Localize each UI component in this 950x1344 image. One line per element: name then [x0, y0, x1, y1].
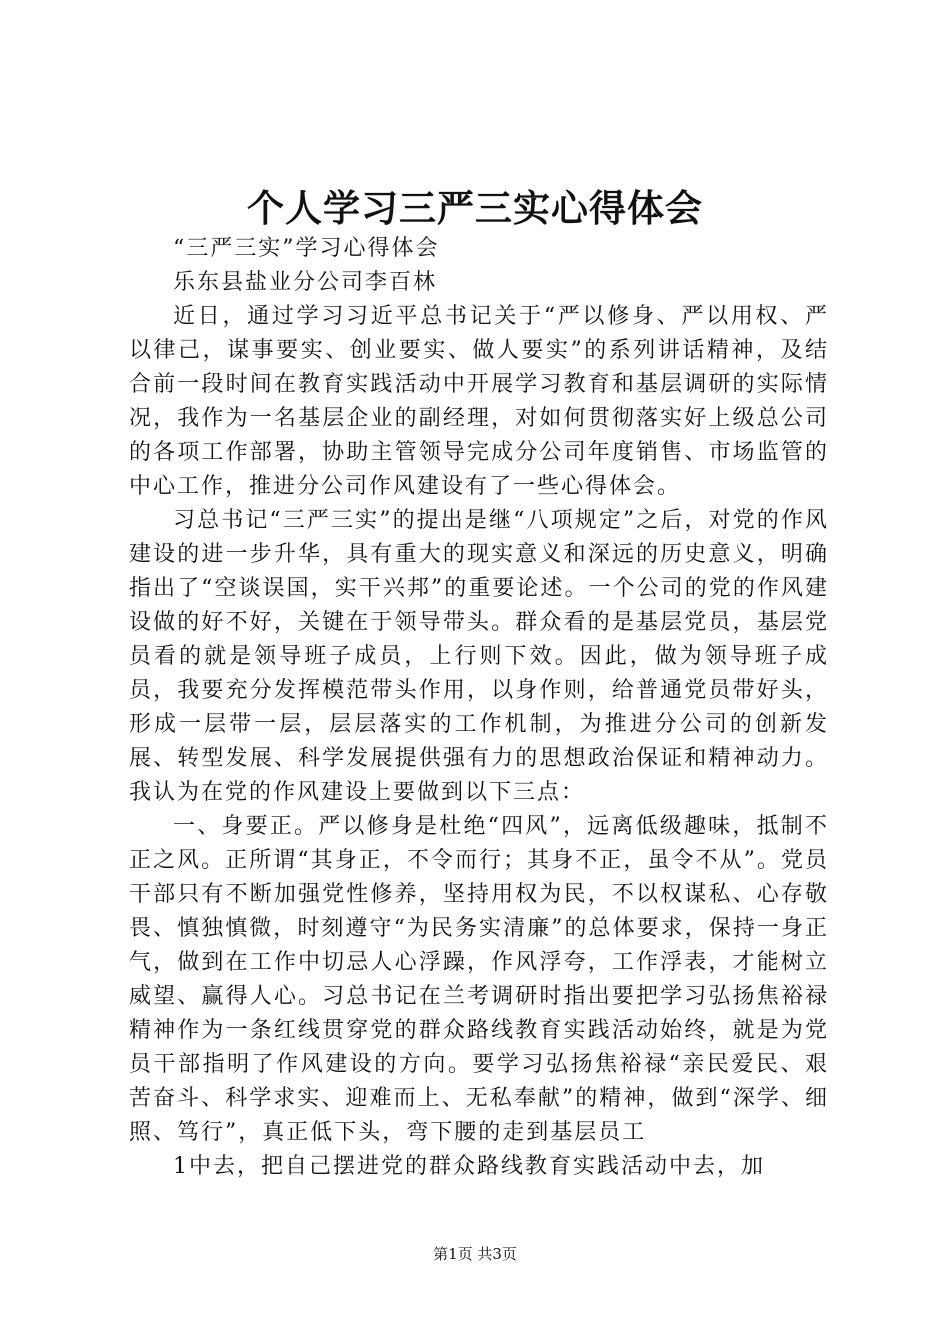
- document-title: 个人学习三严三实心得体会: [247, 186, 703, 230]
- paragraph-point-one: 一、身要正。严以修身是杜绝“四风”，远离低级趣味，抵制不正之风。正所谓“其身正，不令而行；其身不正，虽令不从”。党员干部只有不断加强党性修养，坚持用权为民，不以权谋私、心存敬畏、慎独慎微，时刻遵守“为民务实清廉”的总体要求，保持一身正气，做到在工作中切忌人心浮躁，作风浮夸，工作浮表，才能树立威望、赢得人心。习总书记在兰考调研时指出要把学习弘扬焦裕禄精神作为一条红线贯穿党的群众路线教育实践活动始终，就是为党员干部指明了作风建设的方向。要学习弘扬焦裕禄“亲民爱民、艰苦奋斗、科学求实、迎难而上、无私奉献”的精神，做到“深学、细照、笃行”，真正低下头，弯下腰的走到基层员工: [129, 814, 829, 1145]
- paragraph-author: 乐东县盐业分公司李百林: [173, 270, 438, 295]
- page-footer: 第1页 共3页: [433, 1245, 517, 1263]
- paragraph-continuation: 1中去，把自己摆进党的群众路线教育实践活动中去，加: [173, 1154, 765, 1179]
- paragraph-significance: 习总书记“三严三实”的提出是继“八项规定”之后，对党的作风建设的进一步升华，具有重大的现实意义和深远的历史意义，明确指出了“空谈误国，实干兴邦”的重要论述。一个公司的党的作风建设做的好不好，关键在于领导带头。群众看的是基层党员，基层党员看的就是领导班子成员，上行则下效。因此，做为领导班子成员，我要充分发挥模范带头作用，以身作则，给普通党员带好头，形成一层带一层，层层落实的工作机制，为推进分公司的创新发展、转型发展、科学发展提供强有力的思想政治保证和精神动力。我认为在党的作风建设上要做到以下三点：: [129, 508, 829, 805]
- document-body: [129, 232, 829, 1184]
- paragraph-subtitle: “三严三实”学习心得体会: [173, 236, 440, 261]
- paragraph-intro: 近日，通过学习习近平总书记关于“严以修身、严以用权、严以律己，谋事要实、创业要实、做人要实”的系列讲话精神，及结合前一段时间在教育实践活动中开展学习教育和基层调研的实际情况，我作为一名基层企业的副经理，对如何贯彻落实好上级总公司的各项工作部署，协助主管领导完成分公司年度销售、市场监管的中心工作，推进分公司作风建设有了一些心得体会。: [129, 304, 829, 499]
